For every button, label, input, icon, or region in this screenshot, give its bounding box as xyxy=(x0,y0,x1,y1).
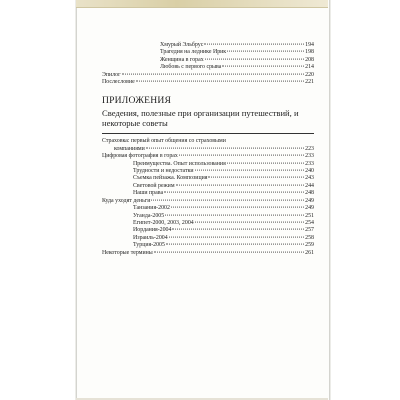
toc-entry xyxy=(102,183,314,190)
toc-entry xyxy=(102,227,314,234)
toc-entry-page: 233 xyxy=(305,153,314,160)
toc-entry xyxy=(102,72,314,79)
dot-leader xyxy=(176,184,305,185)
toc-entry-title-line1: Страховка: первый опыт общения со страховыми xyxy=(102,138,226,145)
toc-entry xyxy=(102,190,314,197)
toc-entry-page: 259 xyxy=(305,242,314,249)
toc-entry xyxy=(102,64,314,71)
toc-entry-title: Съемка пейзажа. Композиция xyxy=(133,175,208,182)
toc-entry-title: Египет-2000, 2003, 2004 xyxy=(133,219,194,226)
dot-leader xyxy=(172,229,304,230)
toc-entry-page: 249 xyxy=(305,205,314,212)
toc-entry-page: 208 xyxy=(305,56,314,63)
toc-entry xyxy=(102,79,314,86)
toc-entry xyxy=(102,242,314,249)
toc-entry xyxy=(102,198,314,205)
dot-leader xyxy=(227,162,304,163)
dot-leader xyxy=(151,199,304,200)
toc-entry-title: Израиль-2004 xyxy=(133,234,168,241)
toc-entry xyxy=(102,205,314,212)
toc-entry-title: Световой режим xyxy=(133,182,175,189)
toc-entry-page: 248 xyxy=(305,190,314,197)
dot-leader xyxy=(195,222,304,223)
toc-entry-title: Преимущества. Опыт использования xyxy=(133,160,226,167)
toc-entry-page: 221 xyxy=(305,79,314,86)
toc-entry xyxy=(102,42,314,49)
toc-entry-title: Эпилог xyxy=(102,71,121,78)
toc-entry-title: Женщина в горах xyxy=(160,56,204,63)
toc-entry-title: Уганда-2005 xyxy=(133,212,165,219)
section-rule xyxy=(102,133,314,134)
dot-leader xyxy=(171,207,304,208)
toc-entry-page: 249 xyxy=(305,197,314,204)
toc-entry xyxy=(102,49,314,56)
toc-entry xyxy=(102,138,314,153)
toc-entry-title: Куда уходят деньги xyxy=(102,197,151,204)
toc-entry-title: Танзания-2002 xyxy=(133,205,170,212)
dot-leader xyxy=(227,51,304,52)
toc-entry-page: 223 xyxy=(305,145,314,152)
toc-entry-page: 258 xyxy=(305,234,314,241)
toc-entry-title: Хмурый Эльбрус xyxy=(160,42,204,48)
toc-entry-page: 257 xyxy=(305,227,314,234)
table-of-contents xyxy=(102,42,314,257)
toc-entry-title: Наши права xyxy=(133,190,164,197)
toc-entry xyxy=(102,250,314,257)
toc-entry xyxy=(102,220,314,227)
toc-entry-page: 214 xyxy=(305,64,314,71)
toc-entry-title: Турция-2005 xyxy=(133,242,165,249)
toc-entry-page: 198 xyxy=(305,49,314,56)
toc-entry-title: Цифровая фотография в горах xyxy=(102,153,178,160)
toc-entry xyxy=(102,235,314,242)
appendix-subtitle: Сведения, полезные при организации путешествий, и некоторые советы xyxy=(102,108,299,129)
dot-leader xyxy=(165,214,304,215)
dot-leader xyxy=(179,155,304,156)
dot-leader xyxy=(204,44,304,45)
dot-leader xyxy=(136,81,304,82)
dot-leader xyxy=(122,73,305,74)
toc-entry-page: 233 xyxy=(305,160,314,167)
toc-entry-page: 261 xyxy=(305,249,314,256)
toc-entry-title: Иордания-2004 xyxy=(133,227,172,234)
toc-entry-title: Трудности и недостатки xyxy=(133,168,194,175)
dot-leader xyxy=(146,147,304,148)
toc-entry-title: Некоторые термины xyxy=(102,249,153,256)
toc-entry-title-line2: компаниями xyxy=(114,145,145,152)
page-top-edge xyxy=(76,0,328,8)
toc-entry-title: Любовь с первого срыва xyxy=(160,64,222,71)
toc-entry-page: 254 xyxy=(305,219,314,226)
toc-entry-title: Трагедия на леднике Ирик xyxy=(160,49,227,56)
dot-leader xyxy=(195,170,305,171)
dot-leader xyxy=(208,177,304,178)
toc-entry-page: 244 xyxy=(305,182,314,189)
dot-leader xyxy=(166,244,304,245)
toc-entry-page: 194 xyxy=(305,42,314,48)
toc-entry-page: 243 xyxy=(305,175,314,182)
dot-leader xyxy=(154,251,304,252)
dot-leader xyxy=(205,58,305,59)
toc-entry xyxy=(102,175,314,182)
toc-entry-page: 240 xyxy=(305,168,314,175)
toc-entry-title: Послесловие xyxy=(102,79,135,86)
dot-leader xyxy=(164,192,304,193)
appendix-heading: ПРИЛОЖЕНИЯ xyxy=(102,95,172,107)
dot-leader xyxy=(222,66,304,67)
toc-entry xyxy=(102,153,314,160)
toc-entry xyxy=(102,213,314,220)
toc-entry xyxy=(102,161,314,168)
toc-entry-page: 220 xyxy=(305,71,314,78)
dot-leader xyxy=(169,236,304,237)
toc-entry-page: 251 xyxy=(305,212,314,219)
